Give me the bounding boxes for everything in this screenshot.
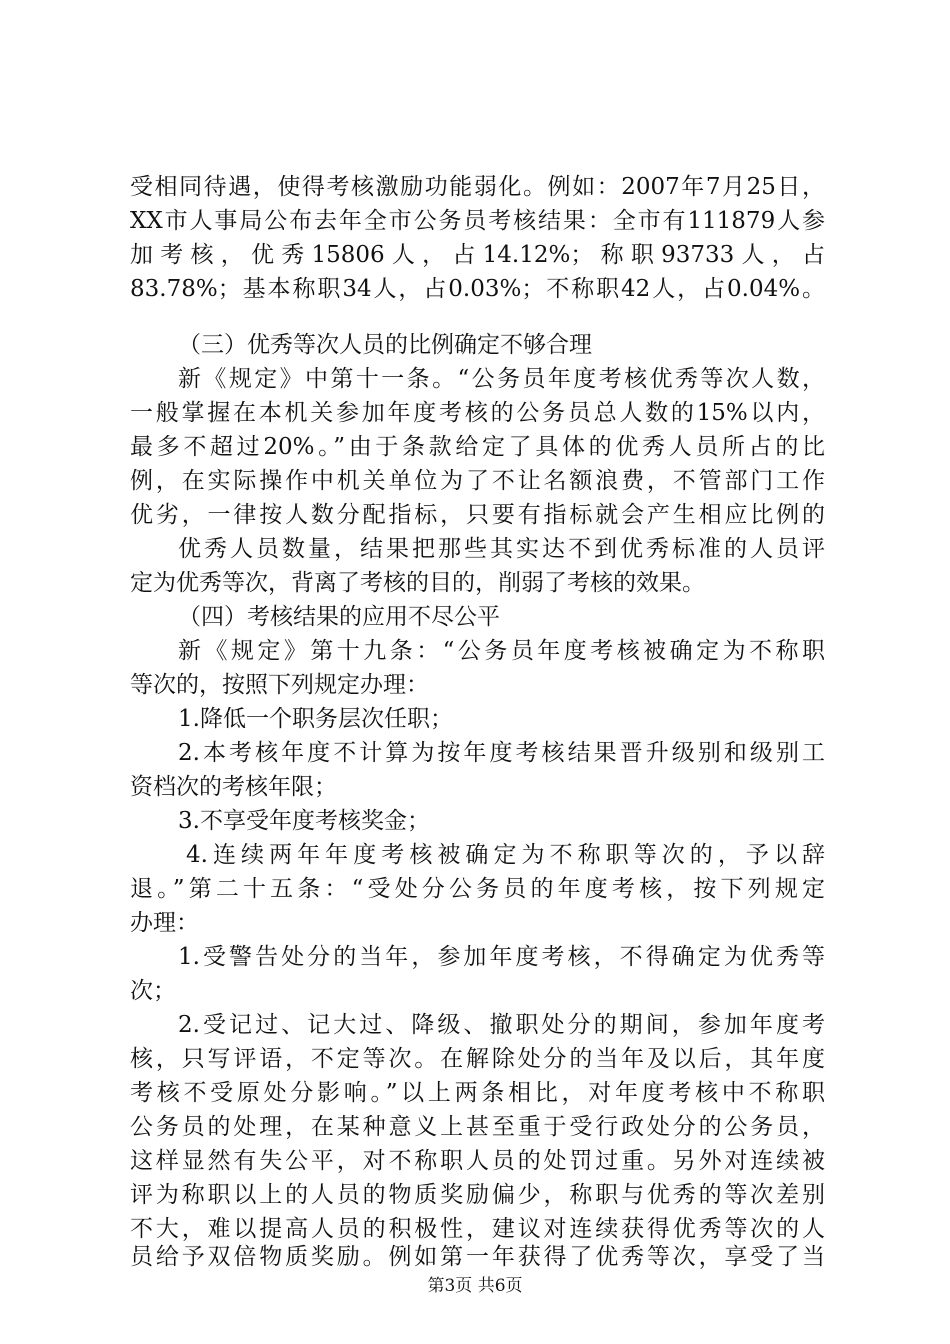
text-line: 定为优秀等次，背离了考核的目的，削弱了考核的效果。 [130,570,705,596]
text-line: 受相同待遇，使得考核激励功能弱化。例如：2007年7月25日， [130,174,825,200]
text-line: XX市人事局公布去年全市公务员考核结果：全市有111879人参 [130,208,825,234]
text-line: 次； [130,978,176,1004]
page-number-footer: 第3页 共6页 [427,1276,523,1296]
list-item: 2.本考核年度不计算为按年度考核结果晋升级别和级别工 [178,740,825,766]
text-line: 考核不受原处分影响。”以上两条相比，对年度考核中不称职 [130,1080,825,1106]
list-item: 2.受记过、记大过、降级、撤职处分的期间，参加年度考 [178,1012,825,1038]
section-heading: （四）考核结果的应用不尽公平 [178,604,500,630]
list-item: 1.受警告处分的当年，参加年度考核，不得确定为优秀等 [178,944,825,970]
text-line: 退。”第二十五条：“受处分公务员的年度考核，按下列规定 [130,876,825,902]
text-line: 核，只写评语，不定等次。在解除处分的当年及以后，其年度 [130,1046,825,1072]
text-line: 加考核，优秀15806人，占14.12%；称职93733人，占 [130,242,825,268]
text-line: 优劣，一律按人数分配指标，只要有指标就会产生相应比例的 [130,502,825,528]
text-line: 等次的，按照下列规定办理： [130,672,429,698]
list-item: 1.降低一个职务层次任职； [178,706,453,732]
text-line: 这样显然有失公平，对不称职人员的处罚过重。另外对连续被 [130,1148,825,1174]
list-item: 3.不享受年度考核奖金； [178,808,430,834]
text-line: 评为称职以上的人员的物质奖励偏少，称职与优秀的等次差别 [130,1182,825,1208]
text-line: 公务员的处理，在某种意义上甚至重于受行政处分的公务员， [130,1114,825,1140]
text-line: 最多不超过20%。”由于条款给定了具体的优秀人员所占的比 [130,434,825,460]
list-item: 4.连续两年年度考核被确定为不称职等次的，予以辞 [186,842,825,868]
text-line: 新《规定》第十九条：“公务员年度考核被确定为不称职 [178,638,825,664]
text-line: 办理： [130,910,199,936]
text-line: 员给予双倍物质奖励。例如第一年获得了优秀等次，享受了当 [130,1244,825,1270]
text-line: 优秀人员数量，结果把那些其实达不到优秀标准的人员评 [178,536,825,562]
section-heading: （三）优秀等次人员的比例确定不够合理 [178,332,592,358]
text-line: 不大，难以提高人员的积极性，建议对连续获得优秀等次的人 [130,1216,825,1242]
text-line: 资档次的考核年限； [130,774,337,800]
text-line: 83.78%；基本称职34人，占0.03%；不称职42人，占0.04%。 [130,276,825,302]
text-line: 新《规定》中第十一条。“公务员年度考核优秀等次人数， [178,366,825,392]
text-line: 例，在实际操作中机关单位为了不让名额浪费，不管部门工作 [130,468,825,494]
text-line: 一般掌握在本机关参加年度考核的公务员总人数的15%以内， [130,400,825,426]
